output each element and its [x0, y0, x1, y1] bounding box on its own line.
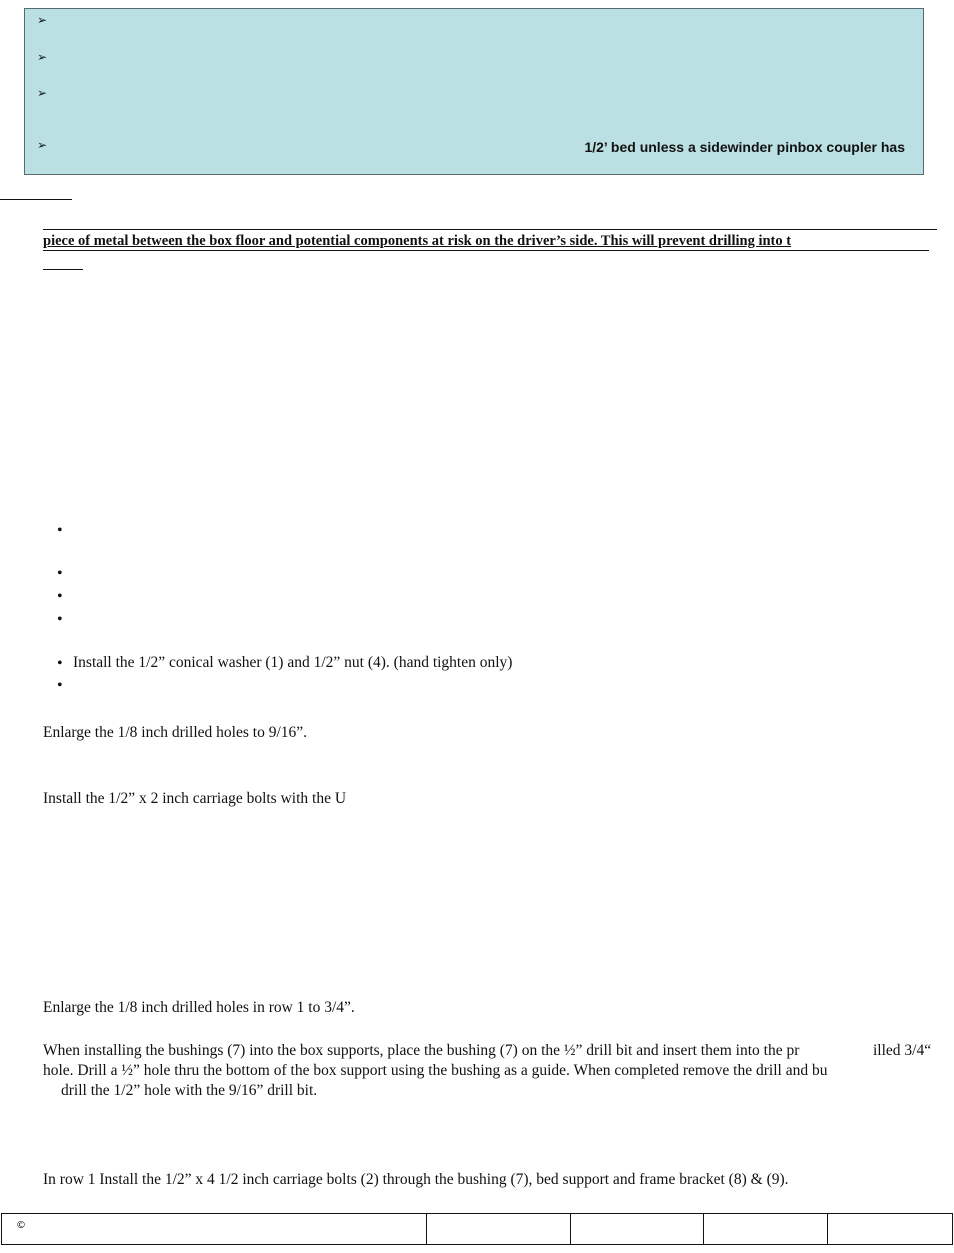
copyright-symbol: ©: [16, 1220, 26, 1231]
bullet-icon: •: [57, 522, 63, 539]
bullet-icon: •: [57, 655, 63, 672]
step-carriage-bolts: Install the 1/2” x 2 inch carriage bolts with the U: [43, 790, 347, 807]
bullet-icon: •: [57, 588, 63, 605]
arrow-bullet-icon: ➢: [37, 50, 48, 64]
step-row1: In row 1 Install the 1/2” x 4 1/2 inch carriage bolts (2) through the bushing (7), bed support and frame bracket (8) & (9).: [43, 1171, 789, 1188]
bullet-icon: •: [57, 565, 63, 582]
footer-cell: [828, 1214, 952, 1244]
step-bushing-line2: hole. Drill a ½” hole thru the bottom of the box support using the bushing as a guide. When completed remove the drill and bu: [43, 1062, 828, 1079]
arrow-bullet-icon: ➢: [37, 13, 48, 27]
divider: [43, 229, 937, 230]
step-bushing-line3: drill the 1/2” hole with the 9/16” drill bit.: [61, 1082, 318, 1099]
footer-cell: [2, 1214, 427, 1244]
step-conical-washer: Install the 1/2” conical washer (1) and 1/2” nut (4). (hand tighten only): [73, 654, 513, 671]
step-bushing-line1-tail: illed 3/4“: [873, 1042, 932, 1059]
step-bushing-line1: When installing the bushings (7) into the box supports, place the bushing (7) on the ½” drill bit and insert them into the pr: [43, 1042, 800, 1059]
footer-cell: [571, 1214, 704, 1244]
notice-box: [24, 8, 924, 175]
divider: [43, 269, 83, 270]
footer-cell: [427, 1214, 571, 1244]
step-enlarge-34: Enlarge the 1/8 inch drilled holes in row 1 to 3/4”.: [43, 999, 355, 1016]
warning-text: piece of metal between the box floor and potential components at risk on the driver’s side. This will prevent drilling into t: [43, 233, 792, 249]
bullet-icon: •: [57, 611, 63, 628]
notice-last-line: 1/2’ bed unless a sidewinder pinbox coupler has: [584, 139, 905, 155]
footer-table: [1, 1213, 953, 1245]
arrow-bullet-icon: ➢: [37, 138, 48, 152]
footer-cell: [704, 1214, 828, 1244]
divider: [0, 199, 72, 200]
arrow-bullet-icon: ➢: [37, 86, 48, 100]
divider: [43, 250, 929, 251]
step-enlarge-916: Enlarge the 1/8 inch drilled holes to 9/16”.: [43, 724, 308, 741]
bullet-icon: •: [57, 677, 63, 694]
